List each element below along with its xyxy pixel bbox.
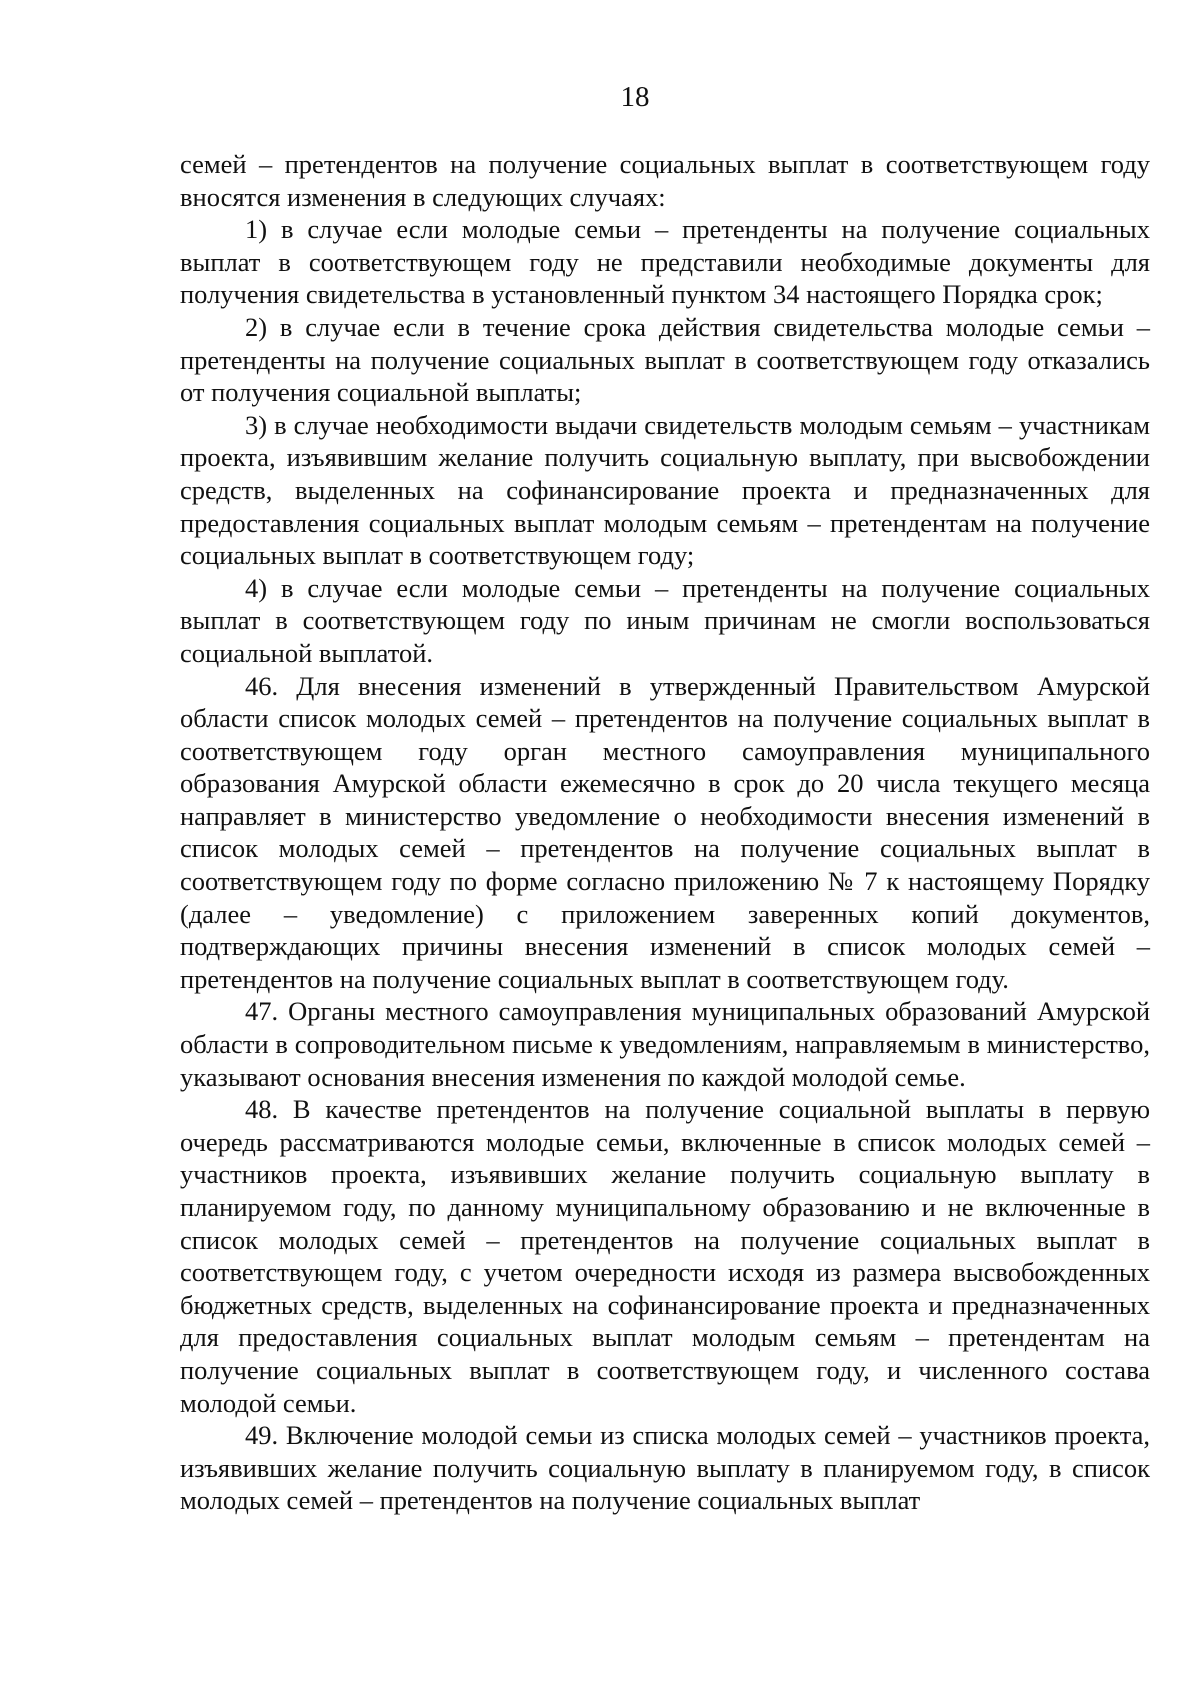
clause-48: 48. В качестве претендентов на получение социальной выплаты в первую очередь рассматриваются молодые семьи, включенные в список молодых семей – участников проекта, изъявивших желание получить социальную выплату в планируемом году, по данному муниципальному образованию и не включенные в список молодых семей – претендентов на получение социальных выплат в соответствующем году, с учетом очередности исходя из размера высвобожденных бюджетных средств, выделенных на софинансирование проекта и предназначенных для предоставления социальных выплат молодым семьям – претендентам на получение социальных выплат в соответствующем году, и численного состава молодой семьи.: [180, 1094, 1150, 1418]
clause-46: 46. Для внесения изменений в утвержденный Правительством Амурской области список молодых семей – претендентов на получение социальных выплат в соответствующем году орган местного самоуправления муниципального образования Амурской области ежемесячно в срок до 20 числа текущего месяца направляет в министерство уведомление о необходимости внесения изменений в список молодых семей – претендентов на получение социальных выплат в соответствующем году по форме согласно приложению № 7 к настоящему Порядку (далее – уведомление) с приложением заверенных копий документов, подтверждающих причины внесения изменений в список молодых семей – претендентов на получение социальных выплат в соответствующем году.: [180, 670, 1150, 994]
paragraph-continuation: семей – претендентов на получение социальных выплат в соответствующем году вносятся изменения в следующих случаях:: [180, 149, 1150, 212]
clause-49: 49. Включение молодой семьи из списка молодых семей – участников проекта, изъявивших желание получить социальную выплату в планируемом году, в список молодых семей – претендентов на получение социальных выплат: [180, 1420, 1150, 1516]
list-item-3: 3) в случае необходимости выдачи свидетельств молодым семьям – участникам проекта, изъявившим желание получить социальную выплату, при высвобождении средств, выделенных на софинансирование проекта и предназначенных для предоставления социальных выплат молодым семьям – претендентам на получение социальных выплат в соответствующем году;: [180, 409, 1150, 571]
page-number: 18: [620, 81, 650, 113]
list-item-2: 2) в случае если в течение срока действия свидетельства молодые семьи – претенденты на получение социальных выплат в соответствующем году отказались от получения социальной выплаты;: [180, 311, 1150, 408]
clause-47: 47. Органы местного самоуправления муниципальных образований Амурской области в сопроводительном письме к уведомлениям, направляемым в министерство, указывают основания внесения изменения по каждой молодой семье.: [180, 996, 1150, 1092]
list-item-1: 1) в случае если молодые семьи – претенденты на получение социальных выплат в соответствующем году не представили необходимые документы для получения свидетельства в установленный пунктом 34 настоящего Порядка срок;: [180, 214, 1150, 310]
document-body: [180, 148, 1150, 1517]
list-item-4: 4) в случае если молодые семьи – претенденты на получение социальных выплат в соответствующем году по иным причинам не смогли воспользоваться социальной выплатой.: [180, 572, 1150, 668]
